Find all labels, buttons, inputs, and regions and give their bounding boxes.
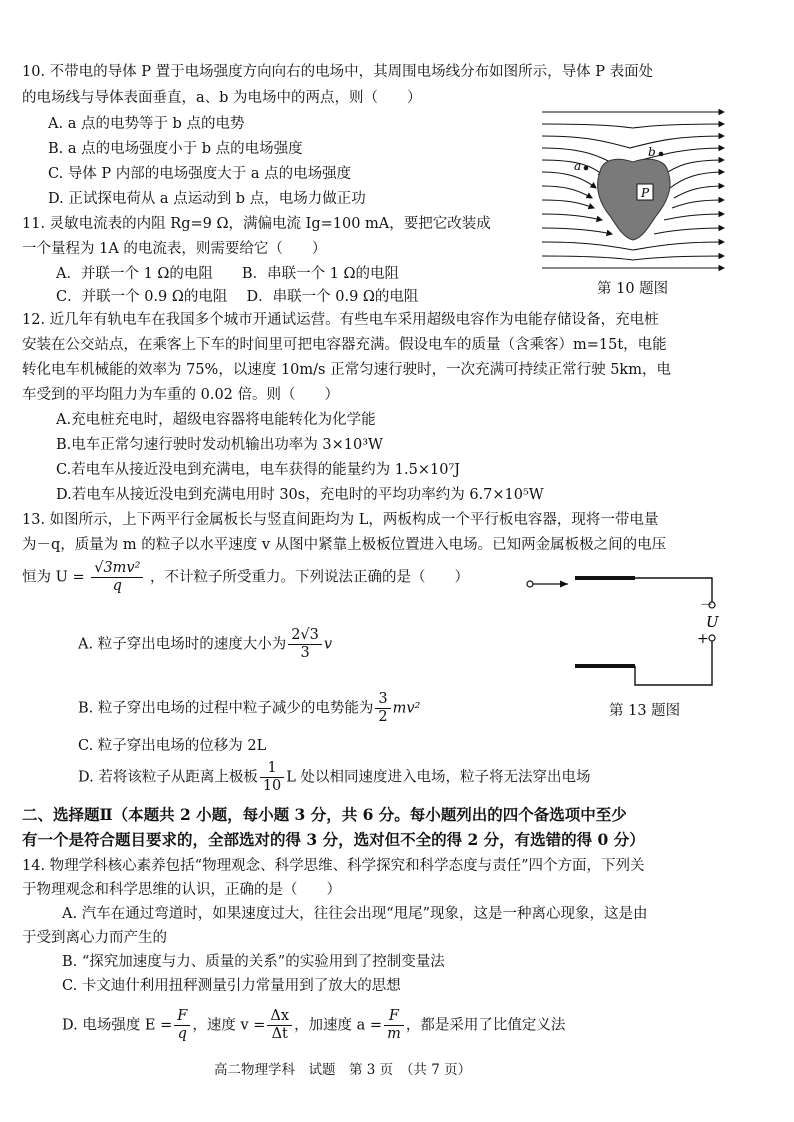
q14-option-a-line1: A. 汽车在通过弯道时，如果速度过大，往往会出现“甩尾”现象，这是一种离心现象，这是由 bbox=[62, 906, 648, 922]
q12-stem-line1: 12. 近几年有轨电车在我国多个城市开通试运营。有些电车采用超级电容作为电能存储设备，充电桩 bbox=[22, 312, 659, 328]
q10-stem-line2: 的电场线与导体表面垂直，a、b 为电场中的两点，则（ ） bbox=[22, 90, 422, 106]
fig10-label-b: b bbox=[648, 145, 656, 159]
q10-field-figure bbox=[538, 104, 728, 272]
q12-option-c: C.若电车从接近没电到充满电，电车获得的能量约为 1.5×10⁷J bbox=[56, 462, 461, 478]
q14-stem-line1: 14. 物理学科核心素养包括“物理观念、科学思维、科学探究和科学态度与责任”四个方面，下列关 bbox=[22, 858, 645, 874]
q13-option-b: B. 粒子穿出电场的过程中粒子减少的电势能为 $\frac{3}{2}$ mv² bbox=[78, 691, 421, 725]
q13-option-a: A. 粒子穿出电场时的速度大小为 $\frac{2√3}{3}$ v bbox=[78, 627, 333, 661]
conductor-p-shape bbox=[598, 159, 670, 240]
q14-option-a-line2: 于受到离心力而产生的 bbox=[22, 930, 167, 946]
fig10-label-a: a bbox=[574, 159, 582, 173]
q12-stem-line2: 安装在公交站点，在乘客上下车的时间里可把电容器充满。假设电车的质量（含乘客）m=15t，电能 bbox=[22, 337, 667, 353]
q12-option-a: A.充电桩充电时，超级电容器将电能转化为化学能 bbox=[56, 412, 376, 428]
q13-stem-line3 bbox=[22, 560, 469, 595]
q12-stem-line4: 车受到的平均阻力为车重的 0.02 倍。则（ ） bbox=[22, 387, 340, 403]
q11-stem-line1: 11. 灵敏电流表的内阻 Rg=9 Ω，满偏电流 Ig=100 mA，要把它改装成 bbox=[22, 216, 491, 232]
q13-option-d: D. 若将该粒子从距离上极板 $\frac{1}{10}$ L 处以相同速度进入电场，粒子将无法穿出电场 bbox=[78, 760, 591, 794]
q10-option-b: B. a 点的电场强度小于 b 点的电场强度 bbox=[48, 141, 303, 157]
fig10-label-p: P bbox=[641, 186, 650, 200]
q10-option-d: D. 正试探电荷从 a 点运动到 b 点，电场力做正功 bbox=[48, 191, 366, 207]
q13-option-c: C. 粒子穿出电场的位移为 2L bbox=[78, 738, 267, 754]
page-footer: 高二物理学科 试题 第 3 页 （共 7 页） bbox=[214, 1062, 472, 1078]
section2-heading-line2: 有一个是符合题目要求的，全部选对的得 3 分，选对但不全的得 2 分，有选错的得 0 分） bbox=[22, 830, 645, 849]
q14-stem-line2: 于物理观念和科学思维的认识，正确的是（ ） bbox=[22, 882, 341, 898]
q11-stem-line2: 一个量程为 1A 的电流表，则需要给它（ ） bbox=[22, 241, 327, 257]
q12-option-d: D.若电车从接近没电到充满电用时 30s，充电时的平均功率约为 6.7×10⁵W bbox=[56, 487, 544, 503]
q11-options-ab: A．并联一个 1 Ω的电阻 B．串联一个 1 Ω的电阻 bbox=[56, 266, 400, 282]
fig13-voltage-label: U bbox=[706, 613, 719, 631]
q13-voltage-prefix: 恒为 U = bbox=[22, 569, 85, 586]
q13-capacitor-figure bbox=[500, 565, 735, 695]
fig13-plus-terminal: + bbox=[697, 631, 709, 647]
fig13-minus-terminal: － bbox=[700, 598, 714, 613]
q12-stem-line3: 转化电车机械能的效率为 75%，以速度 10m/s 正常匀速行驶时，一次充满可持续正常行驶 5km，电 bbox=[22, 362, 671, 378]
q10-option-a: A. a 点的电势等于 b 点的电势 bbox=[48, 116, 245, 132]
q14-option-d: D. 电场强度 E = $\frac{F}{q}$ ，速度 v = $\frac{\Delta x}{\Delta t}$ ，加速度 a = $\frac{F}{m}$ ，都是采用了比值定义法 bbox=[62, 1008, 566, 1042]
q13-stem-line1: 13. 如图所示，上下两平行金属板长与竖直间距均为 L，两板构成一个平行板电容器，现将一带电量 bbox=[22, 512, 659, 528]
q10-option-c: C. 导体 P 内部的电场强度大于 a 点的电场强度 bbox=[48, 166, 352, 182]
q13-voltage-fraction: $\frac{\text{√3mv²}}{q}$ bbox=[91, 560, 143, 595]
q13-stem-line2: 为－q，质量为 m 的粒子以水平速度 v 从图中紧靠上极板位置进入电场。已知两金属板极之间的电压 bbox=[22, 537, 667, 553]
q13-figure-caption: 第 13 题图 bbox=[609, 703, 681, 719]
q12-option-b: B.电车正常匀速行驶时发动机输出功率为 3×10³W bbox=[56, 437, 383, 453]
q14-option-b: B. “探究加速度与力、质量的关系”的实验用到了控制变量法 bbox=[62, 954, 445, 970]
q10-figure-caption: 第 10 题图 bbox=[597, 281, 669, 297]
q10-stem-line1: 10. 不带电的导体 P 置于电场强度方向向右的电场中，其周围电场线分布如图所示，导体 P 表面处 bbox=[22, 64, 654, 80]
section2-heading-line1: 二、选择题Ⅱ（本题共 2 小题，每小题 3 分，共 6 分。每小题列出的四个备选项中至少 bbox=[22, 805, 627, 824]
q11-options-cd: C．并联一个 0.9 Ω的电阻 D．串联一个 0.9 Ω的电阻 bbox=[56, 289, 419, 305]
q14-option-c: C. 卡文迪什利用扭秤测量引力常量用到了放大的思想 bbox=[62, 978, 401, 994]
q13-voltage-suffix: ，不计粒子所受重力。下列说法正确的是（ ） bbox=[150, 569, 470, 586]
